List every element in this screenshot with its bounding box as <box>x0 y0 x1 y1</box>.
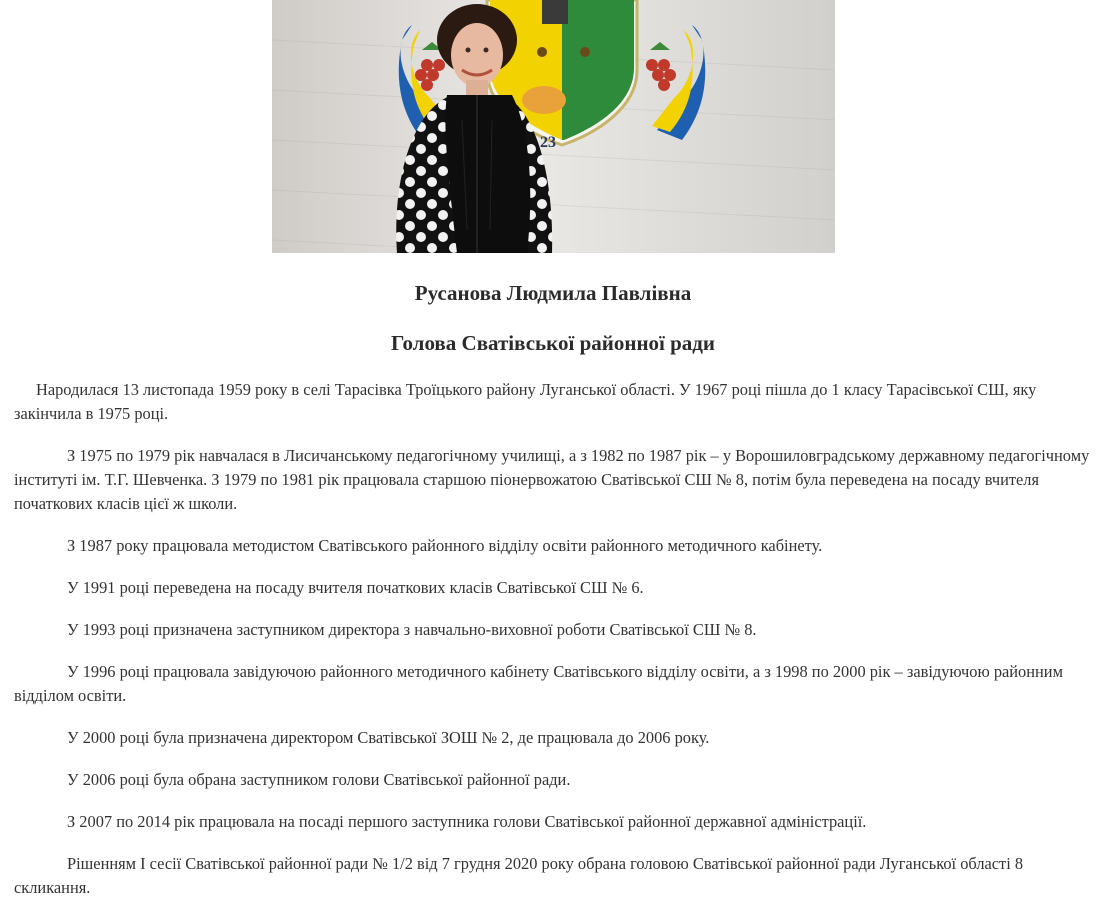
bio-paragraph: У 1993 році призначена заступником директора з навчально-виховної роботи Сватівської СШ № 8. <box>67 620 757 639</box>
bio-paragraph: Народилася 13 листопада 1959 року в селі Тарасівка Троїцького району Луганської області. У 1967 році пішла до 1 класу Тарасівської СШ, яку закінчила в 1975 році. <box>14 380 1037 423</box>
bio-paragraph: У 2000 році була призначена директором Сватівської ЗОШ № 2, де працювала до 2006 року. <box>67 728 710 747</box>
portrait-photo <box>272 0 835 253</box>
person-position: Голова Сватівської районної ради <box>390 331 716 355</box>
bio-paragraph: З 2007 по 2014 рік працювала на посаді першого заступника голови Сватівської районної державної адміністрації. <box>67 812 867 831</box>
bio-paragraph: У 2006 році була обрана заступником голови Сватівської районної ради. <box>67 770 571 789</box>
bio-paragraph: У 1996 році працювала завідуючою районного методичного кабінету Сватівського відділу освіти, а з 1998 по 2000 рік – завідуючою районним відділом освіти. <box>14 662 1063 705</box>
biography <box>14 378 1092 918</box>
person-name: Русанова Людмила Павлівна <box>414 281 692 305</box>
bio-paragraph: З 1987 року працювала методистом Сватівського районного відділу освіти районного методичного кабінету. <box>67 536 823 555</box>
bio-paragraph: У 1991 році переведена на посаду вчителя початкових класів Сватівської СШ № 6. <box>67 578 644 597</box>
portrait-photo-drawing <box>272 0 835 253</box>
emblem-numbers: 23 <box>540 134 556 151</box>
bio-paragraph: З 1975 по 1979 рік навчалася в Лисичанському педагогічному училищі, а з 1982 по 1987 рік – у Ворошиловградському державному педагогічному інституті ім. Т.Г. Шевченка. З 1979 по 1981 рік працювала старшою піонервожатою Сватівської СШ № 8, потім була переведена на посаду вчителя початкових класів цієї ж школи. <box>14 446 1090 513</box>
bio-paragraph: Рішенням I сесії Сватівської районної ради № 1/2 від 7 грудня 2020 року обрана головою Сватівської районної ради Луганської області 8 скликання. <box>14 854 1024 897</box>
